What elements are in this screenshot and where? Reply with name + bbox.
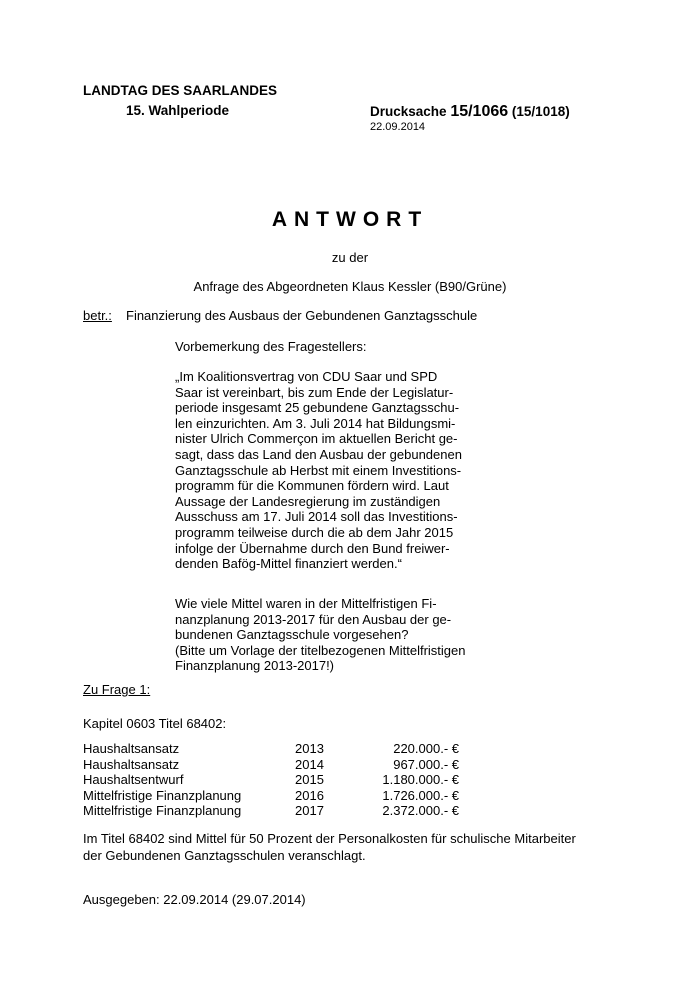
note-line: der Gebundenen Ganztagsschulen veranschlagt. xyxy=(83,847,366,863)
budget-amount-cell: 220.000.- € xyxy=(393,741,459,756)
table-row xyxy=(83,757,459,773)
quote-line: Aussage der Landesregierung im zuständigen xyxy=(175,493,441,509)
quote-line: periode insgesamt 25 gebundene Ganztagsschu- xyxy=(175,400,460,416)
budget-label-cell: Mittelfristige Finanzplanung xyxy=(83,803,242,818)
budget-year-cell: 2014 xyxy=(295,756,324,772)
drucksache-number: 15/1066 xyxy=(450,103,509,120)
preliminary-remark-quote xyxy=(175,369,467,572)
budget-chapter-title: Kapitel 0603 Titel 68402: xyxy=(83,716,227,731)
question-text xyxy=(175,596,467,674)
table-row xyxy=(83,788,459,804)
issued-date-line: Ausgegeben: 22.09.2014 (29.07.2014) xyxy=(83,892,306,907)
answer-heading: Zu Frage 1: xyxy=(83,682,151,697)
subject-text: Finanzierung des Ausbaus der Gebundenen Ganztagsschule xyxy=(126,308,478,323)
drucksache-previous-number: (15/1018) xyxy=(511,104,570,119)
budget-year-cell: 2016 xyxy=(295,787,324,803)
quote-line: Ausschuss am 17. Juli 2014 soll das Investitions- xyxy=(175,509,458,525)
question-line: nanzplanung 2013-2017 für den Ausbau der ge- xyxy=(175,611,452,627)
table-row xyxy=(83,741,459,757)
quote-line: len einzurichten. Am 3. Juli 2014 hat Bildungsmi- xyxy=(175,415,456,431)
subject-label: betr.: xyxy=(83,308,112,323)
drucksache-label: Drucksache xyxy=(370,104,447,119)
quote-line: infolge der Übernahme durch den Bund freiwer- xyxy=(175,540,450,556)
quote-line: nister Ulrich Commerçon im aktuellen Bericht ge- xyxy=(175,431,458,447)
budget-year-cell: 2017 xyxy=(295,803,324,818)
drucksache-reference xyxy=(370,103,570,121)
document-title: ANTWORT xyxy=(271,208,429,231)
answer-note xyxy=(83,831,623,864)
quote-line: „Im Koalitionsvertrag von CDU Saar und SPD xyxy=(175,369,438,384)
zu-der-line: zu der xyxy=(331,250,369,265)
legislative-period: 15. Wahlperiode xyxy=(126,103,230,118)
question-line: bundenen Ganztagsschule vorgesehen? xyxy=(175,627,409,643)
budget-amount-cell: 2.372.000.- € xyxy=(382,803,459,818)
budget-year-cell: 2013 xyxy=(295,741,324,756)
quote-line: Saar ist vereinbart, bis zum Ende der Legislatur- xyxy=(175,384,454,400)
question-line: (Bitte um Vorlage der titelbezogenen Mittelfristigen xyxy=(175,642,466,658)
note-line: Im Titel 68402 sind Mittel für 50 Prozent der Personalkosten für schulische Mitarbeiter xyxy=(83,831,576,846)
table-row xyxy=(83,803,459,819)
table-row xyxy=(83,772,459,788)
budget-label-cell: Mittelfristige Finanzplanung xyxy=(83,787,242,803)
preliminary-remark-heading: Vorbemerkung des Fragestellers: xyxy=(175,339,367,354)
document-date: 22.09.2014 xyxy=(370,121,426,133)
budget-amount-cell: 1.726.000.- € xyxy=(382,787,459,803)
budget-year-cell: 2015 xyxy=(295,772,324,787)
parliament-name: LANDTAG DES SAARLANDES xyxy=(83,83,278,98)
budget-label-cell: Haushaltsansatz xyxy=(83,756,180,772)
question-line: Finanzplanung 2013-2017!) xyxy=(175,658,335,674)
quote-line: Ganztagsschule ab Herbst mit einem Investitions- xyxy=(175,462,462,478)
inquiry-line: Anfrage des Abgeordneten Klaus Kessler (B90/Grüne) xyxy=(193,279,507,294)
budget-label-cell: Haushaltsansatz xyxy=(83,741,180,756)
budget-amount-cell: 1.180.000.- € xyxy=(382,772,459,787)
quote-line: sagt, dass das Land den Ausbau der gebundenen xyxy=(175,446,462,462)
budget-amount-cell: 967.000.- € xyxy=(393,756,459,772)
quote-line: denden Bafög-Mittel finanziert werden.“ xyxy=(175,556,402,572)
quote-line: programm für die Kommunen fördern wird. Laut xyxy=(175,478,449,494)
budget-label-cell: Haushaltsentwurf xyxy=(83,772,184,787)
quote-line: programm teilweise durch die ab dem Jahr 2015 xyxy=(175,524,454,540)
budget-table xyxy=(83,741,459,819)
question-line: Wie viele Mittel waren in der Mittelfristigen Fi- xyxy=(175,596,437,611)
